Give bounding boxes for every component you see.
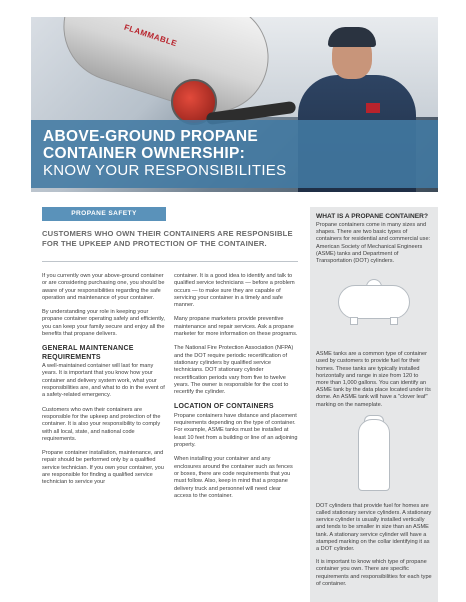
paragraph: DOT cylinders that provide fuel for homes are called stationary service cylinders. A stationary service cylinder is usually installed vertically and tends to be smaller in size than an ASME tank. A stationary service cylinder will have a stamped marking on the collar identifying it as a DOT cylinder. [316,502,432,553]
intro-heading: CUSTOMERS WHO OWN THEIR CONTAINERS ARE RESPONSIBLE FOR THE UPKEEP AND PROTECTION OF THE CONTAINER. [42,229,293,248]
technician-cap [328,27,376,47]
dot-cylinder-body [358,419,390,491]
tank-flammable-label: FLAMMABLE [122,22,179,49]
asme-tank-body [338,285,410,319]
body-column-2 [174,273,298,507]
asme-tank-leg [390,317,398,325]
intro-divider [42,261,298,262]
paragraph: Propane container installation, maintenance, and repair should be performed only by a qualified service technician. If you own your container, you are responsible for finding a qualified service technician to service your [42,450,164,486]
paragraph: The National Fire Protection Association (NFPA) and the DOT require periodic recertification of stationary cylinders by qualified service technicians. DOT stationary cylinder recertification periods vary from five to twelve years. The owner is responsible for the cost to recertify the cylinder. [174,345,294,396]
paragraph: When installing your container and any enclosures around the container such as fences or boxes, there are code requirements that you must follow. Also, keep in mind that a propane delivery truck and personnel will need clear access to the container. [174,456,293,499]
dot-cylinder-icon [316,415,432,495]
paragraph: ASME tanks are a common type of container used by customers to provide fuel for their homes. These tanks are typically installed horizontally and range in size from 120 to more than 1,000 gallons. You can identify an ASME tank by the data place located under its dome. An ASME tank will have a "clover leaf" marking on the nameplate. [316,351,431,408]
paragraph: It is important to know which type of propane container you own. There are specific requirements and responsibilities for each type of container. [316,559,432,587]
body-column-1 [42,273,165,494]
section-heading-maintenance: GENERAL MAINTENANCE REQUIREMENTS [42,345,134,361]
title-line-3: KNOW YOUR RESPONSIBILITIES [43,162,287,179]
paragraph: A well-maintained container will last for many years. It is important that you know how your container and delivery system work, what your responsibilities are, and what to do in the event of a safety-related emergency. [42,363,165,399]
paragraph: Customers who own their containers are responsible for the upkeep and protection of the container. It is also your responsibility to comply with all local, state, and national code requirements. [42,406,161,442]
paragraph: Propane containers come in many sizes and shapes. There are two basic types of containers for residential and commercial use: American Society of Mechanical Engineers (ASME) tanks and Department of Transportation (DOT) cylinders. [316,222,431,265]
paragraph: Propane containers have distance and placement requirements depending on the type of container. For example, ASME tanks must be installed at least 10 feet from a building or line of an adjoining property. [174,412,298,449]
asme-tank-icon [316,271,432,343]
sidebar-panel [310,207,438,602]
paragraph: If you currently own your above-ground container or are considering purchasing one, you should be aware of your responsibilities regarding the safe operation and maintenance of your container. [42,273,165,301]
asme-tank-leg [350,317,358,325]
title-line-1: ABOVE-GROUND PROPANE [43,128,258,145]
paragraph: By understanding your role in keeping your propane container operating safely and efficiently, you can keep your family secure and enjoy all the benefits that propane delivers. [42,309,165,338]
sidebar-heading: WHAT IS A PROPANE CONTAINER? [316,213,428,220]
jacket-patch [366,103,380,113]
paragraph: container. It is a good idea to identify and talk to qualified service technicians — before a problem occurs — to make sure they are capable of servicing your container in a timely and safe manner. [174,273,295,309]
title-band [31,120,438,188]
title-line-2: CONTAINER OWNERSHIP: [43,145,246,162]
section-tag: PROPANE SAFETY [42,207,166,221]
section-heading-location: LOCATION OF CONTAINERS [174,403,274,411]
paragraph: Many propane marketers provide preventive maintenance and repair services. Ask a propane marketer for more information on these programs. [174,316,298,338]
